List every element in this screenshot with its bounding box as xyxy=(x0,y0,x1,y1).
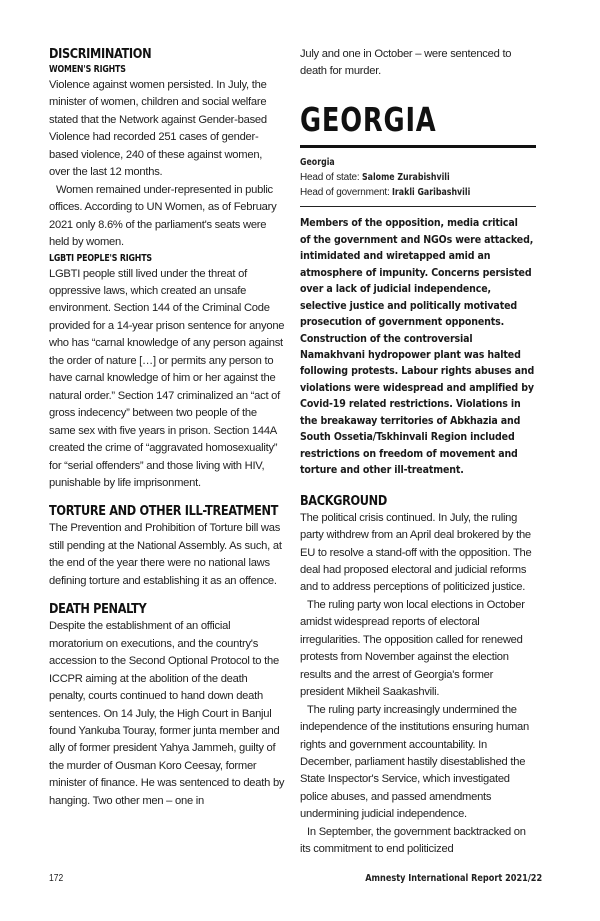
summary-line: prosecution of government opponents. xyxy=(300,317,505,329)
head-of-government-label: Head of government: xyxy=(300,186,390,198)
paragraph: Violence against women persisted. In July, the minister of women, children and social welfare stated that the Network against Gender-based Violence had recorded 251 cases of gender-based violence, 240 of these against women, over the last 12 months. xyxy=(49,79,267,179)
country-facts xyxy=(300,155,536,200)
summary-line: over a lack of judicial independence, xyxy=(300,284,491,296)
spacer xyxy=(49,590,285,601)
section-heading-discrimination: DISCRIMINATION xyxy=(49,47,152,62)
spacer xyxy=(300,480,536,493)
summary-line: Construction of the controversial xyxy=(300,333,473,345)
summary-line: intimidated and wiretapped amid an xyxy=(300,251,491,263)
summary-line: following protests. Labour rights abuses and xyxy=(300,366,535,378)
summary-line: Members of the opposition, media critical xyxy=(300,218,518,230)
subheading-womens-rights: WOMEN'S RIGHTS xyxy=(49,64,126,75)
divider-thin xyxy=(300,206,536,208)
paragraph: In September, the government backtracked on its commitment to end politicized xyxy=(300,825,526,856)
country-summary xyxy=(300,216,536,479)
section-heading-torture: TORTURE AND OTHER ILL-TREATMENT xyxy=(49,504,279,520)
country-title: GEORGIA xyxy=(300,99,437,139)
summary-line: torture and other ill-treatment. xyxy=(300,465,464,477)
head-of-state-label: Head of state: xyxy=(300,171,360,183)
summary-line: Covid-19 related restrictions. Violations in xyxy=(300,399,521,411)
publication-title: Amnesty International Report 2021/22 xyxy=(365,873,542,884)
right-column xyxy=(300,46,536,859)
paragraph: Women remained under-represented in public offices. According to UN Women, as of February 2021 only 8.6% of the parliament's seats were held by women. xyxy=(49,183,277,249)
paragraph: LGBTI people still lived under the threat of oppressive laws, which created an unsafe environment. Section 144 of the Criminal Code provided for a 14-year prison sentence for anyone who has “carnal knowledge of any person against the order of nature […] or permits any person to have carnal knowledge of him or her against the natural order.” Section 147 criminalized an “act of gross indecency” between two people of the same sex with five years in prison. Section 144A created the crime of “aggravated homosexuality” for “serial offenders” and those living with HIV, punishable by life imprisonment. xyxy=(49,267,285,489)
paragraph: The ruling party won local elections in October amidst widespread reports of electoral irregularities. The opposition called for renewed protests from November against the election results and the arrest of Georgia's former president Mikheil Saakashvili. xyxy=(300,598,525,699)
paragraph: Despite the establishment of an official moratorium on executions, and the country's accession to the Second Optional Protocol to the ICCPR aiming at the abolition of the death penalty, courts continued to hand down death sentences. On 14 July, the High Court in Banjul found Yankuba Touray, former junta member and ally of former president Yahya Jammeh, guilty of the murder of Ousman Koro Ceesay, former minister of finance. He was sentenced to death by hanging. Two other men – one in xyxy=(49,620,285,807)
subheading-lgbti-rights: LGBTI PEOPLE'S RIGHTS xyxy=(49,252,152,264)
paragraph: The Prevention and Prohibition of Torture bill was still pending at the National Assembly. As such, at the end of the year there were no national laws defining torture and establishing it as an offence. xyxy=(49,522,282,587)
spacer xyxy=(49,492,285,503)
section-heading-death-penalty: DEATH PENALTY xyxy=(49,602,147,618)
summary-line: South Ossetia/Tskhinvali Region included xyxy=(300,432,515,444)
left-column xyxy=(49,46,285,810)
summary-line: of the government and NGOs were attacked, xyxy=(300,234,534,246)
country-name: Georgia xyxy=(300,156,335,168)
summary-line: restrictions on freedom of movement and xyxy=(300,448,518,460)
summary-line: violations were widespread and amplified by xyxy=(300,382,534,394)
section-heading-background: BACKGROUND xyxy=(300,493,387,509)
paragraph: The political crisis continued. In July, the ruling party withdrew from an April deal brokered by the EU to resolve a stand-off with the opposition. The deal had proposed electoral and judicial reforms and to address perceptions of politicized justice. xyxy=(300,511,532,594)
paragraph: The ruling party increasingly undermined the independence of the institutions ensuring human rights and government accountability. In December, parliament hastily disestablished the State Inspector's Service, which investigated police abuses, and passed amendments undermining judicial independence. xyxy=(300,703,529,821)
divider-thick xyxy=(300,145,536,148)
summary-line: the breakaway territories of Abkhazia and xyxy=(300,415,521,427)
summary-line: Namakhvani hydropower plant was halted xyxy=(300,350,521,362)
summary-line: selective justice and politically motivated xyxy=(300,300,518,312)
paragraph-continuation: July and one in October – were sentenced to death for murder. xyxy=(300,48,512,78)
head-of-government-value: Irakli Garibashvili xyxy=(392,186,471,198)
head-of-state-value: Salome Zurabishvili xyxy=(362,171,450,183)
summary-line: atmosphere of impunity. Concerns persisted xyxy=(300,267,532,279)
page-number: 172 xyxy=(49,873,64,884)
